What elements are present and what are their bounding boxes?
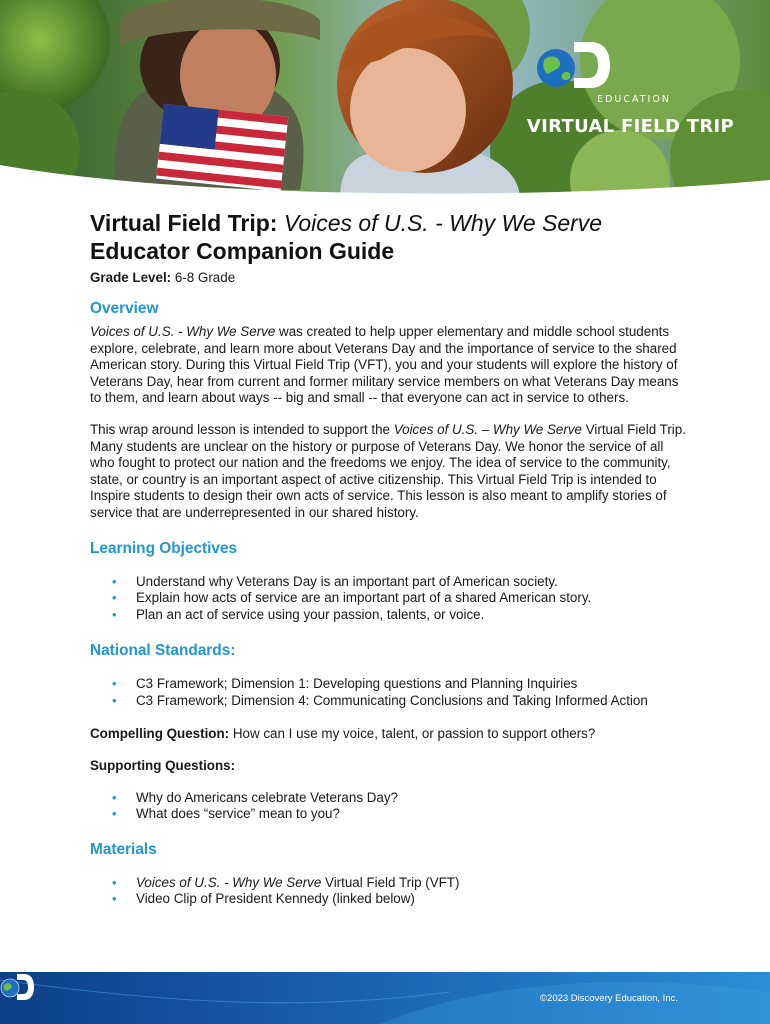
title-italic: Voices of U.S. - Why We Serve xyxy=(283,210,603,236)
compelling-question xyxy=(90,726,690,743)
overview-heading: Overview xyxy=(90,300,159,317)
national-standards-heading: National Standards: xyxy=(90,642,236,660)
virtual-field-trip-title: VIRTUAL FIELD TRIP xyxy=(526,116,734,137)
national-standards-list xyxy=(90,676,690,709)
list-item: • Understand why Veterans Day is an important part of American society. xyxy=(90,574,690,591)
document-title xyxy=(90,209,690,265)
overview-p2-italic: Voices of U.S. – Why We Serve xyxy=(393,421,582,437)
supporting-label: Supporting Questions: xyxy=(90,758,236,774)
list-item: • Why do Americans celebrate Veterans Day? xyxy=(90,790,690,807)
learning-objectives-list xyxy=(90,574,690,624)
overview-p1-text: was created to help upper elementary and middle school students explore, celebrate, and learn more about Veterans Day and the importance of service to the shared American story. During this Virtual Field Trip (VFT), you and your students will explore the history of Veterans Day, hear from current and former military service members on what Veterans Day means to them, and learn about ways -- big and small -- that everyone can act in service to others. xyxy=(90,324,679,406)
overview-p1-italic: Voices of U.S. - Why We Serve xyxy=(90,324,276,339)
footer-discovery-logo-icon xyxy=(0,972,34,1002)
materials-list xyxy=(90,875,690,908)
list-item: • Plan an act of service using your passion, talents, or voice. xyxy=(90,607,690,624)
compelling-text: How can I use my voice, talent, or passion to support others? xyxy=(229,725,596,741)
grade-label: Grade Level: xyxy=(90,270,172,285)
supporting-questions-list xyxy=(90,790,690,823)
footer-banner xyxy=(0,972,770,1024)
compelling-label: Compelling Question: xyxy=(90,725,230,741)
grade-value: 6-8 Grade xyxy=(174,270,236,285)
footer-copyright: ©2023 Discovery Education, Inc. xyxy=(540,993,678,1004)
brand-sub-label: EDUCATION xyxy=(597,94,671,105)
overview-paragraph-1 xyxy=(90,324,690,407)
learning-objectives-heading: Learning Objectives xyxy=(90,539,238,557)
list-item: • Video Clip of President Kennedy (linked below) xyxy=(90,891,690,908)
list-item xyxy=(90,875,690,892)
discovery-globe-icon xyxy=(534,40,610,90)
materials-item1-italic: Voices of U.S. - Why We Serve xyxy=(136,874,322,890)
grade-level xyxy=(90,269,690,286)
list-item: • C3 Framework; Dimension 1: Developing questions and Planning Inquiries xyxy=(90,676,690,693)
discovery-education-logo xyxy=(526,40,734,140)
materials-heading: Materials xyxy=(90,840,157,858)
list-item: • C3 Framework; Dimension 4: Communicating Conclusions and Taking Informed Action xyxy=(90,693,690,710)
overview-p2-text: Virtual Field Trip. Many students are unclear on the history or purpose of Veterans Day. We honor the service of all who fought to protect our nation and the freedoms we enjoy. The idea of service to the community, state, or country is an important aspect of active citizenship. This Virtual Field Trip is intended to Inspire students to design their own acts of service. This lesson is also meant to amplify stories of service that are underrepresented in our shared history. xyxy=(90,421,686,520)
supporting-questions-label xyxy=(90,758,690,775)
overview-paragraph-2 xyxy=(90,422,690,522)
list-item: • What does “service” mean to you? xyxy=(90,806,690,823)
document-body xyxy=(90,209,690,908)
overview-p2-start: This wrap around lesson is intended to support the xyxy=(90,421,394,437)
list-item: • Explain how acts of service are an important part of a shared American story. xyxy=(90,590,690,607)
title-line2: Educator Companion Guide xyxy=(90,238,395,264)
title-lead: Virtual Field Trip: xyxy=(90,210,278,236)
materials-item1-text: Virtual Field Trip (VFT) xyxy=(321,874,460,890)
hero-banner xyxy=(0,0,770,200)
